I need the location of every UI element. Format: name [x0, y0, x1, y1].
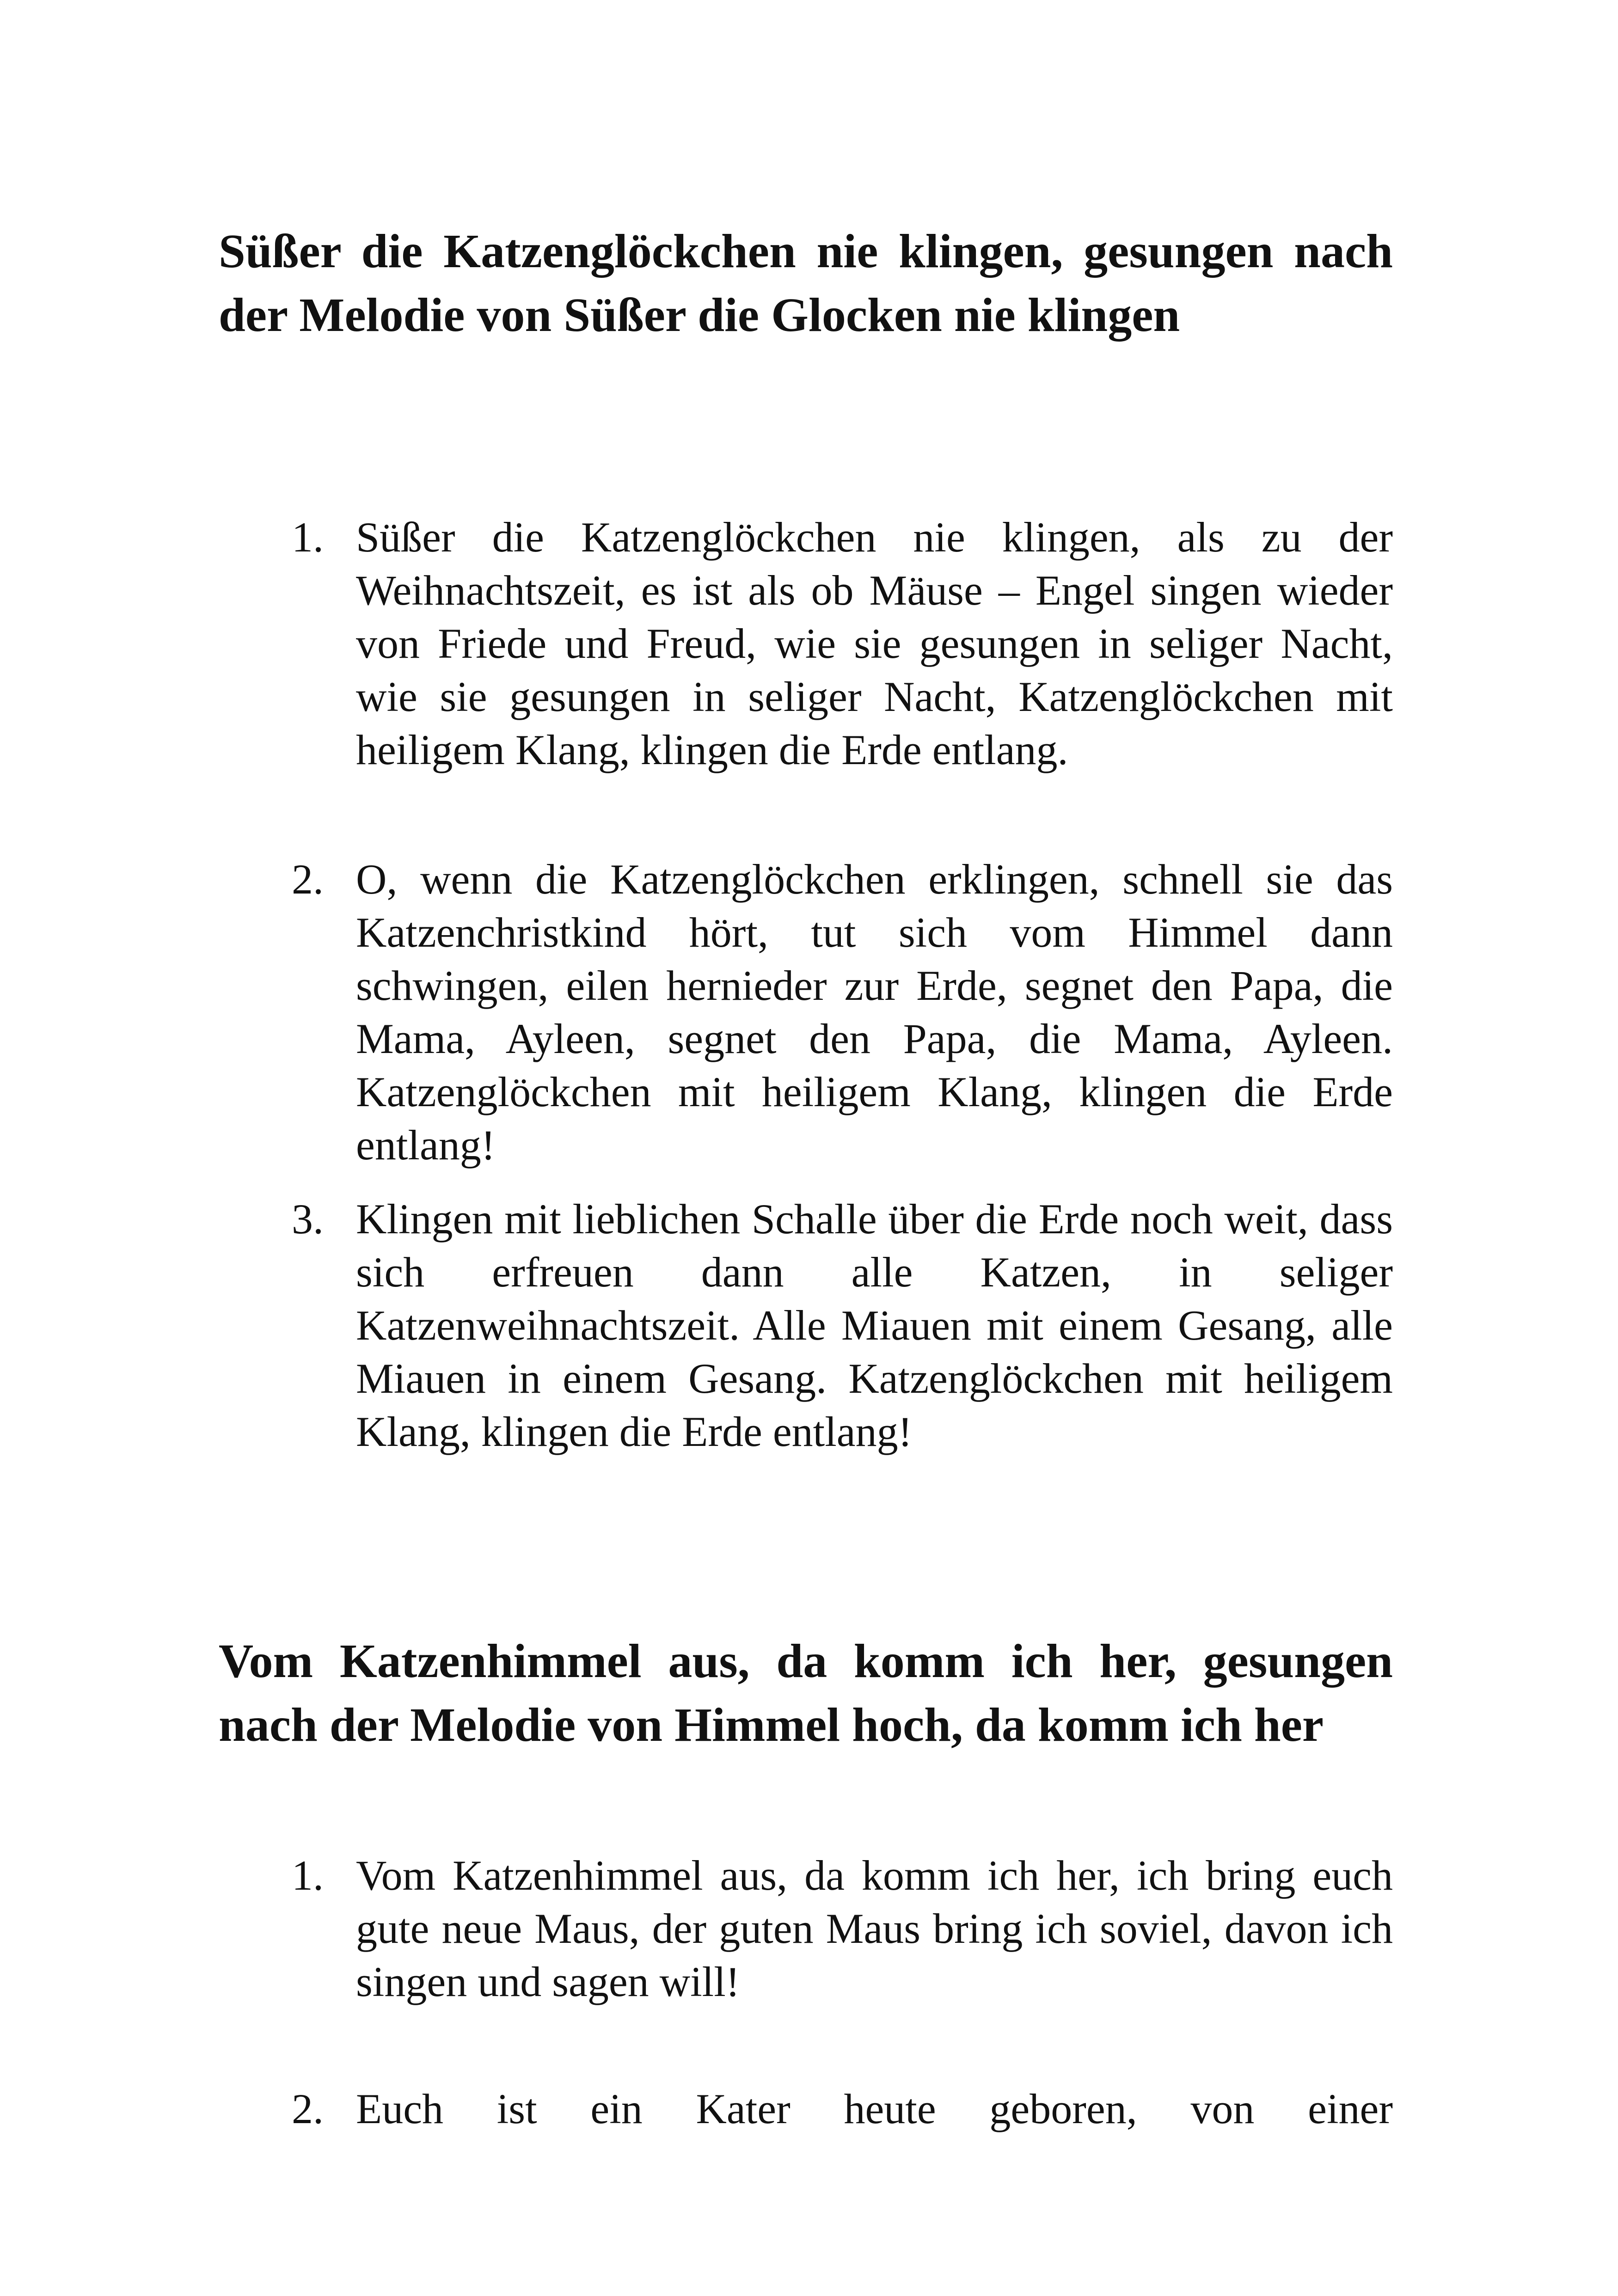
song-title-1: Süßer die Katzenglöckchen nie klingen, gesungen nach der Melodie von Süßer die Glocken nie klingen	[219, 225, 1393, 342]
verse-text: O, wenn die Katzenglöckchen erklingen, schnell sie das Katzenchristkind hört, tut sich vom Himmel dann schwingen, eilen hernieder zur Erde, segnet den Papa, die Mama, Ayleen, segnet den Papa, die Mama, Ayleen. Katzenglöckchen mit heiligem Klang, klingen die Erde entlang!	[356, 856, 1393, 1169]
verse-text: Klingen mit lieblichen Schalle über die Erde noch weit, dass sich erfreuen dann alle Katzen, in seliger Katzenweihnachtszeit. Alle Miauen mit einem Gesang, alle Miauen in einem Gesang. Katzenglöckchen mit heiligem Klang, klingen die Erde entlang!	[356, 1195, 1393, 1455]
verse-text: Vom Katzenhimmel aus, da komm ich her, ich bring euch gute neue Maus, der guten Maus bring ich soviel, davon ich singen und sagen will!	[356, 1852, 1393, 2005]
verse-text: Süßer die Katzenglöckchen nie klingen, als zu der Weihnachtszeit, es ist als ob Mäuse – Engel singen wieder von Friede und Freud, wie sie gesungen in seliger Nacht, wie sie gesungen in seliger Nacht, Katzenglöckchen mit heiligem Klang, klingen die Erde entlang.	[356, 514, 1393, 773]
verse-number: 2.	[292, 2085, 324, 2132]
verse-item	[273, 853, 1393, 1172]
verse-number: 1.	[292, 514, 324, 561]
verse-number: 1.	[292, 1852, 324, 1899]
verse-number: 2.	[292, 856, 324, 903]
verse-item	[273, 1193, 1393, 1458]
verse-number: 3.	[292, 1195, 324, 1243]
verse-item	[273, 511, 1393, 777]
verse-item	[273, 2082, 1393, 2136]
verse-text: Euch ist ein Kater heute geboren, von einer	[356, 2085, 1393, 2132]
verse-item	[273, 1849, 1393, 2008]
song-title-2: Vom Katzenhimmel aus, da komm ich her, gesungen nach der Melodie von Himmel hoch, da komm ich her	[219, 1635, 1393, 1751]
